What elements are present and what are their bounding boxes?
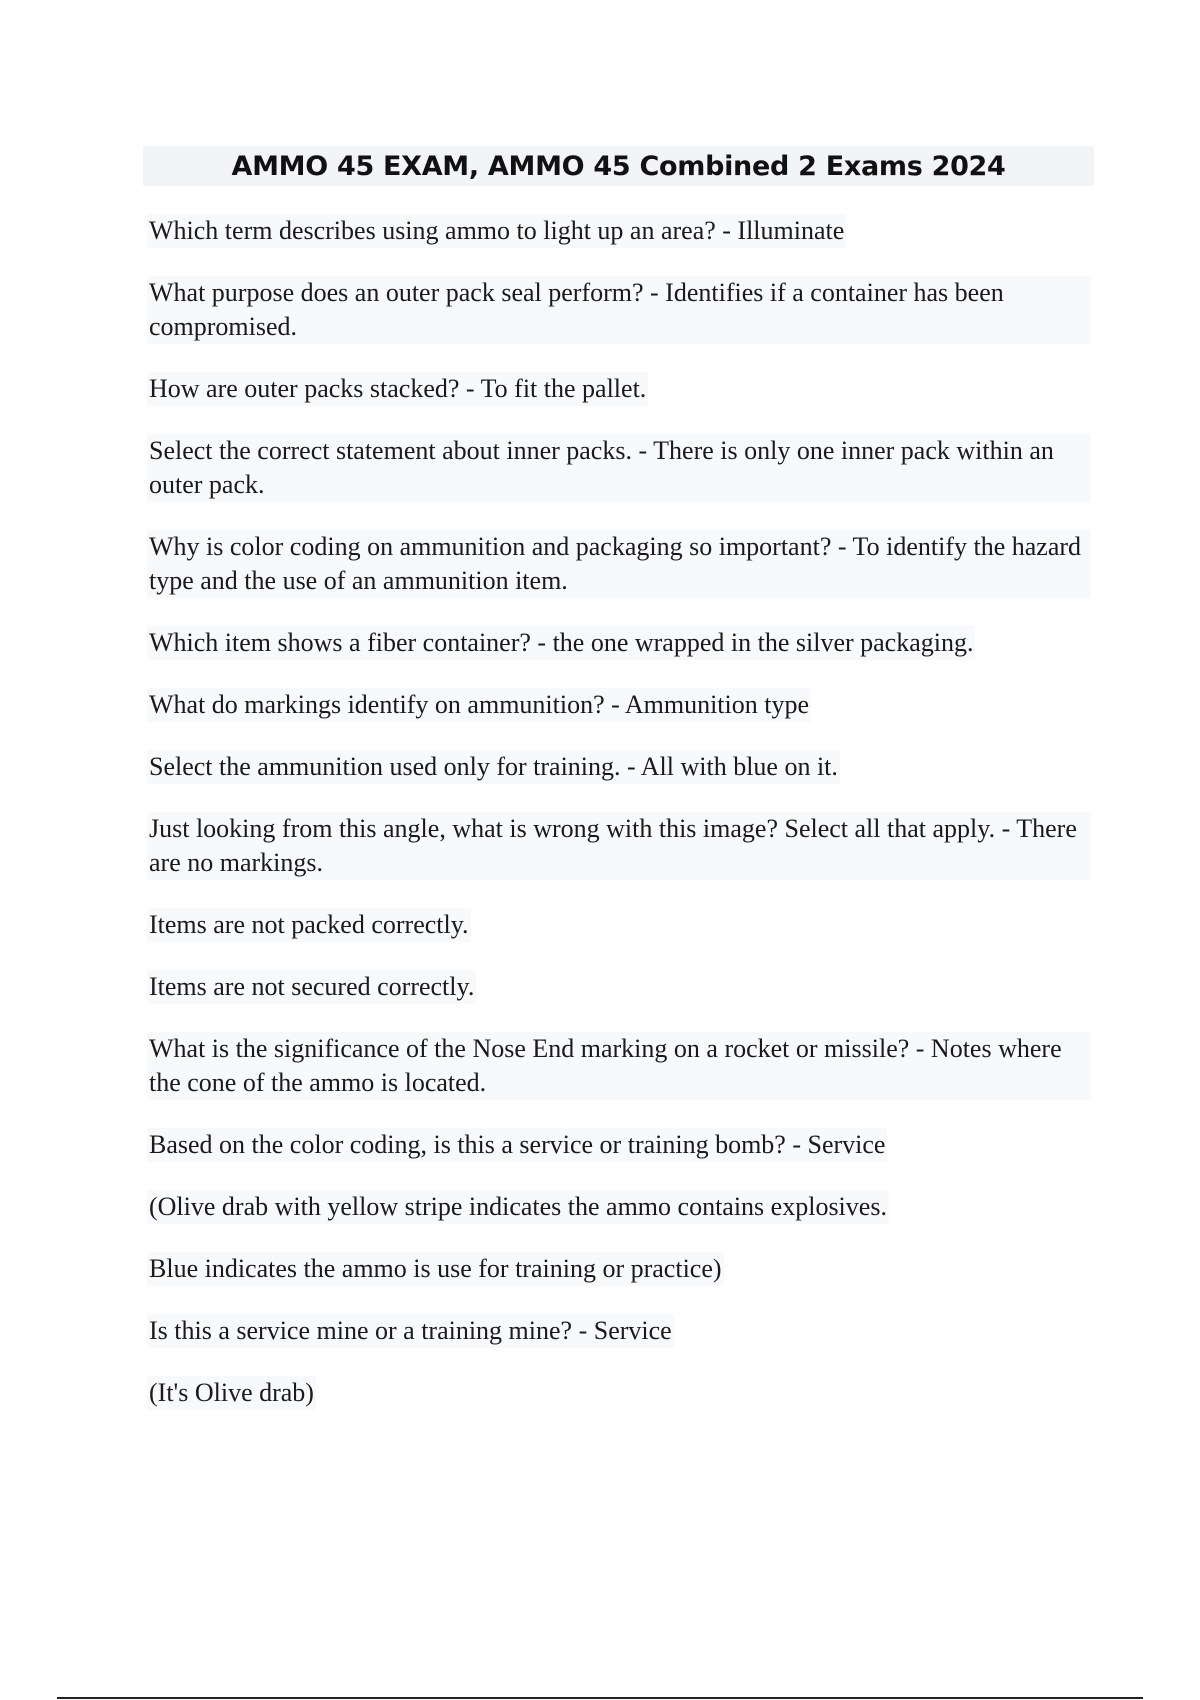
document-body bbox=[147, 214, 1092, 1438]
paragraph: (Olive drab with yellow stripe indicates the ammo contains explosives. bbox=[147, 1190, 889, 1224]
paragraph: What is the significance of the Nose End marking on a rocket or missile? - Notes where the cone of the ammo is located. bbox=[147, 1032, 1091, 1100]
title-banner bbox=[143, 146, 1094, 186]
paragraph: Blue indicates the ammo is use for training or practice) bbox=[147, 1252, 724, 1286]
paragraph: Based on the color coding, is this a service or training bomb? - Service bbox=[147, 1128, 887, 1162]
paragraph: Which term describes using ammo to light up an area? - Illuminate bbox=[147, 214, 846, 248]
document-title: AMMO 45 EXAM, AMMO 45 Combined 2 Exams 2024 bbox=[231, 150, 1006, 182]
footer-divider bbox=[57, 1697, 1143, 1699]
paragraph: Why is color coding on ammunition and packaging so important? - To identify the hazard type and the use of an ammunition item. bbox=[147, 530, 1091, 598]
paragraph: Items are not secured correctly. bbox=[147, 970, 476, 1004]
paragraph: Which item shows a fiber container? - the one wrapped in the silver packaging. bbox=[147, 626, 975, 660]
paragraph: Is this a service mine or a training mine? - Service bbox=[147, 1314, 674, 1348]
paragraph: What purpose does an outer pack seal perform? - Identifies if a container has been compromised. bbox=[147, 276, 1091, 344]
paragraph: Select the correct statement about inner packs. - There is only one inner pack within an outer pack. bbox=[147, 434, 1091, 502]
paragraph: Just looking from this angle, what is wrong with this image? Select all that apply. - There are no markings. bbox=[147, 812, 1091, 880]
paragraph: How are outer packs stacked? - To fit the pallet. bbox=[147, 372, 648, 406]
paragraph: (It's Olive drab) bbox=[147, 1376, 316, 1410]
paragraph: Items are not packed correctly. bbox=[147, 908, 471, 942]
paragraph: Select the ammunition used only for training. - All with blue on it. bbox=[147, 750, 840, 784]
paragraph: What do markings identify on ammunition? - Ammunition type bbox=[147, 688, 811, 722]
